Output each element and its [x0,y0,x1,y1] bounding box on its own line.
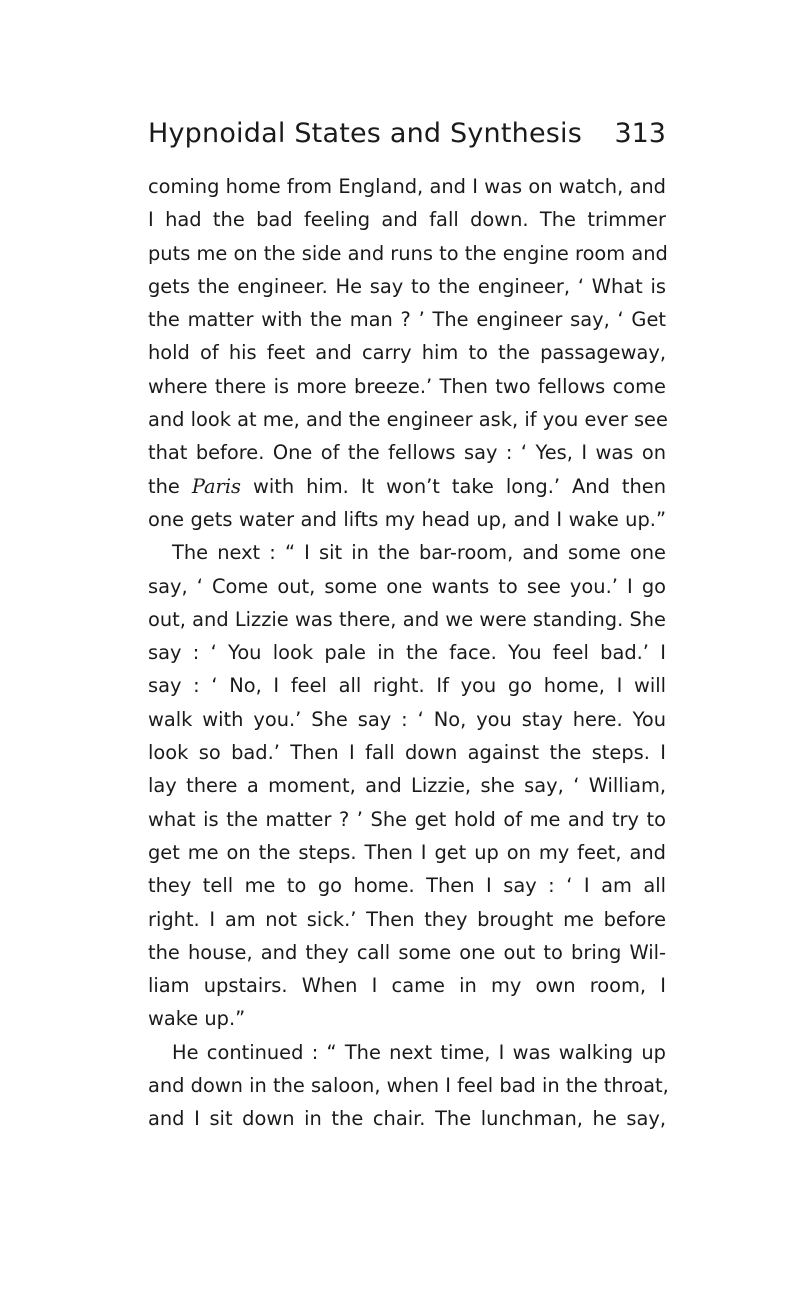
text-line: they tell me to go home. Then I say : ‘ I am all [148,874,666,898]
text-line: walk with you.’ She say : ‘ No, you stay here. You [148,707,666,731]
ship-name: Paris [191,474,241,498]
text-line: where there is more breeze.’ Then two fellows come [148,374,666,398]
text-line: liam upstairs. When I came in my own room, I [148,974,666,998]
text-line: I had the bad feeling and fall down. The trimmer [148,208,666,232]
text-line-end: with him. It won’t take long.’ And then [240,474,666,498]
text-line: say : ‘ You look pale in the face. You feel bad.’ I [148,641,666,665]
page-header [148,118,666,158]
text-line: wake up.” [148,1007,246,1031]
text-line: get me on the steps. Then I get up on my feet, and [148,840,666,864]
text-line: right. I am not sick.’ Then they brought me before [148,907,666,931]
text-line: lay there a moment, and Lizzie, she say, ‘ William, [148,774,666,798]
text-line: and I sit down in the chair. The lunchman, he say, [148,1107,666,1131]
text-line: and look at me, and the engineer ask, if you ever see [148,408,668,432]
text-line: hold of his feet and carry him to the passageway, [148,341,666,365]
text-line: coming home from England, and I was on watch, and [148,175,666,198]
text-line: what is the matter ? ’ She get hold of me and try to [148,807,666,831]
text-line: out, and Lizzie was there, and we were standing. She [148,607,666,631]
text-line: puts me on the side and runs to the engine room and [148,241,668,265]
running-head: Hypnoidal States and Synthesis [148,118,582,149]
text-line: the matter with the man ? ’ The engineer say, ‘ Get [148,308,666,332]
text-line: gets the engineer. He say to the engineer, ‘ What is [148,274,666,298]
text-line: and down in the saloon, when I feel bad in the throat, [148,1074,669,1098]
text-line [148,470,666,503]
text-line: look so bad.’ Then I fall down against the steps. I [148,741,666,765]
text-line: say : ‘ No, I feel all right. If you go home, I will [148,674,666,698]
text-line: He continued : “ The next time, I was walking up [172,1040,666,1064]
text-line: that before. One of the fellows say : ‘ Yes, I was on [148,441,666,465]
text-line: The next : “ I sit in the bar-room, and some one [172,541,666,565]
text-line: one gets water and lifts my head up, and I wake up.” [148,507,666,531]
text-line: the house, and they call some one out to bring Wil- [148,940,666,964]
body-text [148,170,669,1136]
text-line-start: the [148,474,192,498]
page-number: 313 [614,118,666,149]
text-line: say, ‘ Come out, some one wants to see you.’ I go [148,574,666,598]
